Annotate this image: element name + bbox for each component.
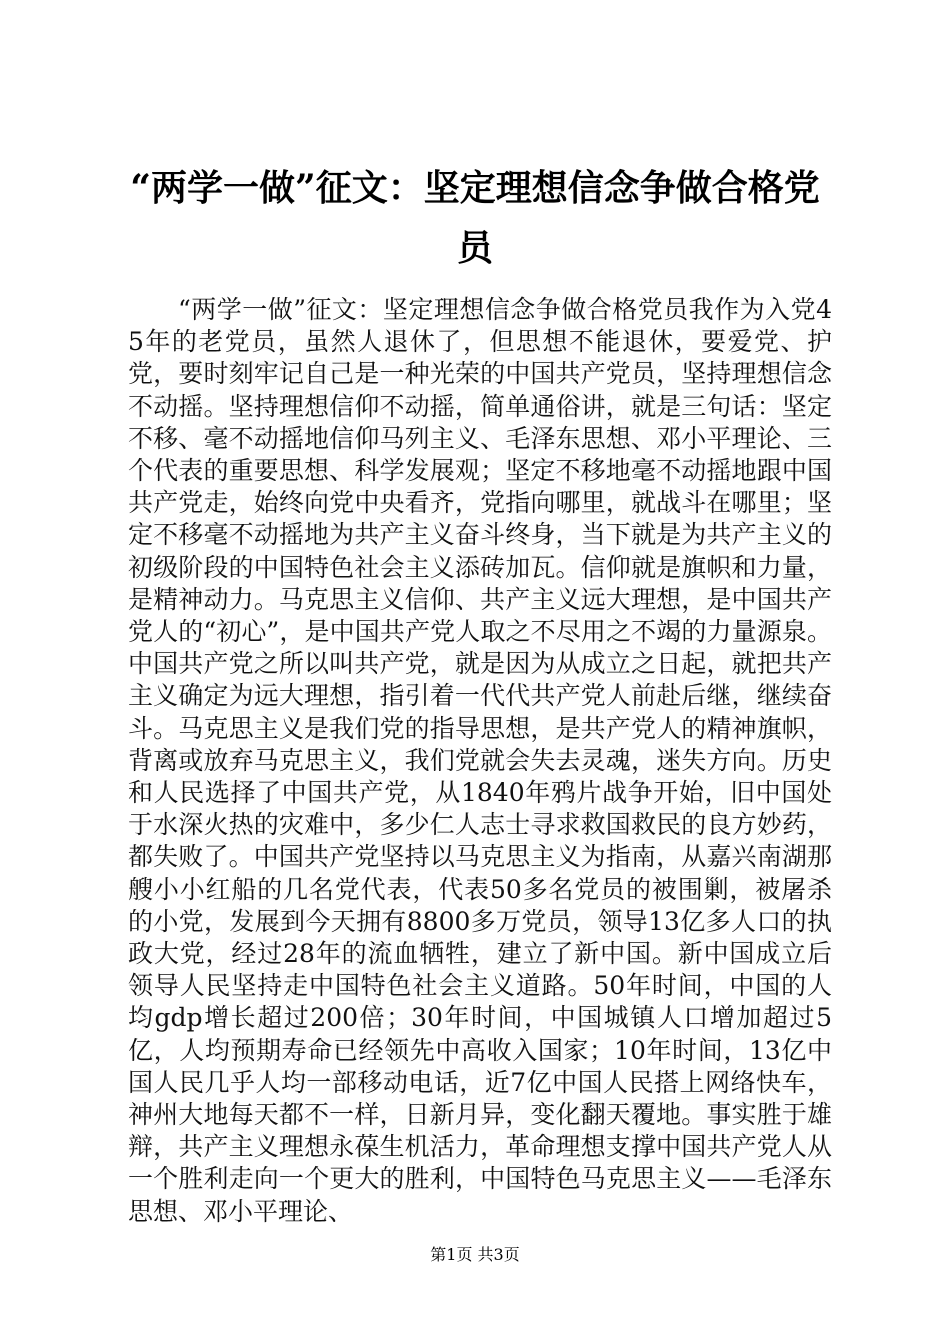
document-title: “两学一做”征文：坚定理想信念争做合格党员 xyxy=(130,167,820,269)
page-number-footer: 第1页 共3页 xyxy=(430,1245,520,1264)
body-paragraph: “两学一做”征文：坚定理想信念争做合格党员我作为入党45年的老党员，虽然人退休了，但思想不能退休，要爱党、护党，要时刻牢记自己是一种光荣的中国共产党员，坚持理想信念不动摇。坚持理想信仰不动摇，简单通俗讲，就是三句话：坚定不移、毫不动摇地信仰马列主义、毛泽东思想、邓小平理论、三个代表的重要思想、科学发展观；坚定不移地毫不动摇地跟中国共产党走，始终向党中央看齐，党指向哪里，就战斗在哪里；坚定不移毫不动摇地为共产主义奋斗终身，当下就是为共产主义的初级阶段的中国特色社会主义添砖加瓦。信仰就是旗帜和力量，是精神动力。马克思主义信仰、共产主义远大理想，是中国共产党人的“初心”，是中国共产党人取之不尽用之不竭的力量源泉。中国共产党之所以叫共产党，就是因为从成立之日起，就把共产主义确定为远大理想，指引着一代代共产党人前赴后继，继续奋斗。马克思主义是我们党的指导思想，是共产党人的精神旗帜，背离或放弃马克思主义，我们党就会失去灵魂，迷失方向。历史和人民选择了中国共产党，从1840年鸦片战争开始，旧中国处于水深火热的灾难中，多少仁人志士寻求救国救民的良方妙药，都失败了。中国共产党坚持以马克思主义为指南，从嘉兴南湖那艘小小红船的几名党代表，代表50多名党员的被围剿，被屠杀的小党，发展到今天拥有8800多万党员，领导13亿多人口的执政大党，经过28年的流血牺牲，建立了新中国。新中国成立后领导人民坚持走中国特色社会主义道路。50年时间，中国的人均gdp增长超过200倍；30年时间，中国城镇人口增加超过5亿，人均预期寿命已经领先中高收入国家；10年时间，13亿中国人民几乎人均一部移动电话，近7亿中国人民搭上网络快车，神州大地每天都不一样，日新月异，变化翻天覆地。事实胜于雄辩，共产主义理想永葆生机活力，革命理想支撑中国共产党人从一个胜利走向一个更大的胜利，中国特色马克思主义——毛泽东思想、邓小平理论、 xyxy=(128,295,832,1226)
